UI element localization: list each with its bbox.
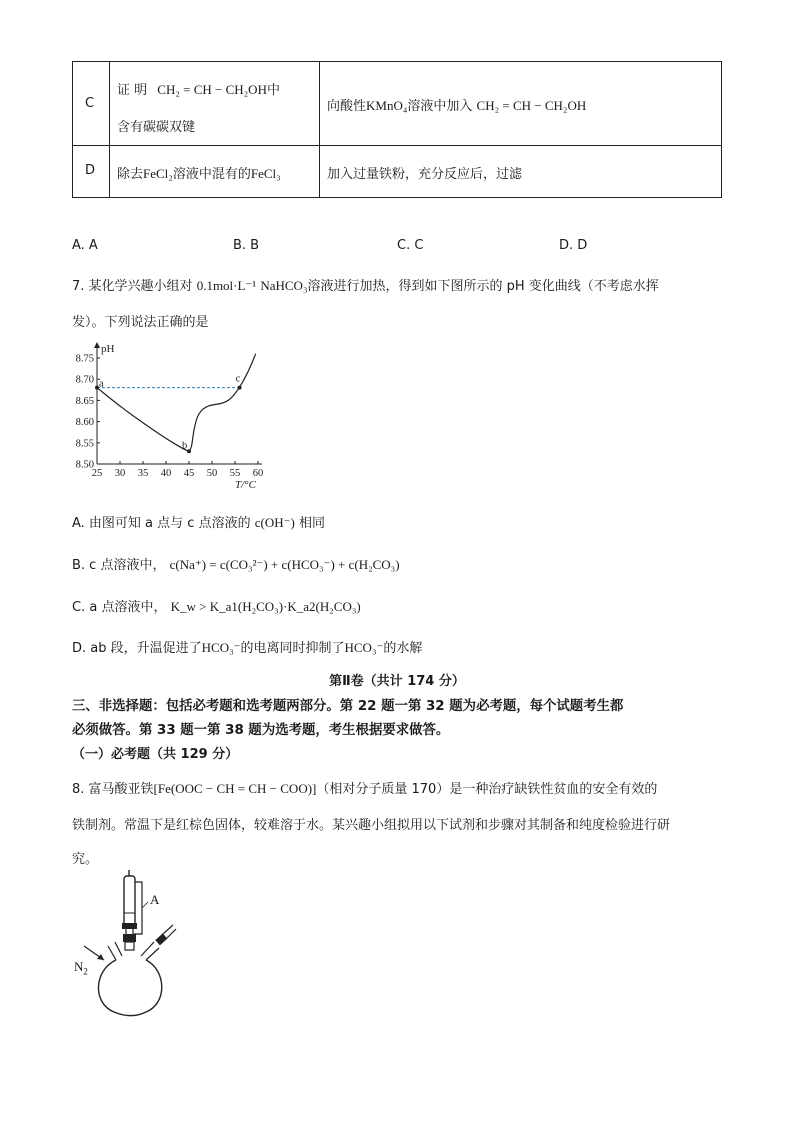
x-tick-label: 50 bbox=[206, 468, 218, 479]
apparatus-drawing bbox=[70, 868, 190, 1018]
label-nitrogen: $N_2$ bbox=[74, 959, 88, 977]
q7-option-d[interactable]: D. ab 段，升温促进了HCO₃⁻的电离同时抑制了HCO₃⁻的水解 bbox=[72, 640, 423, 656]
q8-stem-line1: 8. 富马酸亚铁[Fe(OOC − CH = CH − COO)]（相对分子质量 170）是一种治疗缺铁性贫血的安全有效的 bbox=[72, 781, 658, 797]
row-c-purpose: 证 明 CH₂ = CH − CH₂OH中 bbox=[117, 82, 280, 98]
x-tick-label: 25 bbox=[91, 468, 103, 479]
q7-stem-line1: 7. 某化学兴趣小组对 0.1mol·L⁻¹ NaHCO₃溶液进行加热，得到如下图所示的 pH 变化曲线（不考虑水挥 bbox=[72, 278, 659, 294]
y-tick-label: 8.65 bbox=[75, 395, 94, 407]
three-neck-flask-apparatus bbox=[70, 868, 190, 1018]
row-c-purpose-line2: 含有碳碳双键 bbox=[117, 120, 196, 135]
y-axis-label: pH bbox=[101, 343, 115, 355]
y-tick-label: 8.75 bbox=[75, 353, 94, 365]
section-heading: 第Ⅱ卷（共计 174 分） bbox=[329, 674, 465, 689]
x-tick-label: 30 bbox=[114, 468, 126, 479]
row-d-operation: 加入过量铁粉，充分反应后，过滤 bbox=[327, 167, 523, 182]
q6-option-a[interactable]: A. A bbox=[72, 238, 98, 253]
label-funnel-a: A bbox=[150, 892, 160, 907]
point-b bbox=[187, 449, 191, 453]
ph-temperature-chart bbox=[66, 338, 276, 498]
x-tick-label: 45 bbox=[183, 468, 195, 479]
q8-stem-line2: 铁制剂。常温下是红棕色固体，较难溶于水。某兴趣小组拟用以下试剂和步骤对其制备和纯度检验进行研 bbox=[72, 818, 671, 833]
point-label-b: b bbox=[182, 440, 188, 452]
x-axis-label: T/°C bbox=[235, 479, 256, 491]
q6-option-d[interactable]: D. D bbox=[559, 238, 588, 253]
y-axis-arrow bbox=[94, 342, 100, 348]
y-tick-label: 8.55 bbox=[75, 438, 94, 450]
y-tick-label: 8.50 bbox=[75, 459, 94, 471]
row-d-label: D bbox=[85, 163, 96, 178]
q7-option-c[interactable]: C. a 点溶液中， K_w > K_a1(H₂CO₃)·K_a2(H₂CO₃) bbox=[72, 599, 361, 615]
q7-option-b[interactable]: B. c 点溶液中， c(Na⁺) = c(CO₃²⁻) + c(HCO₃⁻) + c(H₂CO₃) bbox=[72, 557, 400, 573]
part3-instructions-line2: 必须做答。第 33 题一第 38 题为选考题，考生根据要求做答。 bbox=[72, 723, 450, 738]
table-col-divider bbox=[109, 62, 110, 197]
q7-option-a[interactable]: A. 由图可知 a 点与 c 点溶液的 c(OH⁻) 相同 bbox=[72, 515, 325, 531]
y-tick-label: 8.70 bbox=[75, 374, 94, 386]
table-col-divider bbox=[319, 62, 320, 197]
q6-option-c[interactable]: C. C bbox=[397, 238, 424, 253]
row-c-operation: 向酸性KMnO₄溶液中加入 CH₂ = CH − CH₂OH bbox=[327, 98, 587, 114]
q7-stem-line2: 发）。下列说法正确的是 bbox=[72, 315, 209, 330]
x-tick-label: 35 bbox=[137, 468, 149, 479]
ph-curve bbox=[97, 354, 256, 451]
q8-stem-line3: 究。 bbox=[72, 852, 99, 867]
x-tick-label: 40 bbox=[160, 468, 172, 479]
required-section-title: （一）必考题（共 129 分） bbox=[72, 747, 239, 762]
row-d-purpose: 除去FeCl₂溶液中混有的FeCl₃ bbox=[117, 166, 281, 182]
row-c-label: C bbox=[85, 96, 95, 111]
part3-instructions-line1: 三、非选择题：包括必考题和选考题两部分。第 22 题一第 32 题为必考题，每个试题考生都 bbox=[72, 699, 624, 714]
q6-option-b[interactable]: B. B bbox=[233, 238, 260, 253]
table-row-divider bbox=[73, 145, 721, 146]
point-label-c: c bbox=[235, 373, 241, 385]
point-label-a: a bbox=[99, 378, 104, 390]
x-tick-label: 55 bbox=[229, 468, 241, 479]
options-table bbox=[72, 61, 722, 198]
point-c bbox=[238, 386, 242, 390]
x-tick-label: 60 bbox=[252, 468, 264, 479]
y-tick-label: 8.60 bbox=[75, 417, 94, 429]
